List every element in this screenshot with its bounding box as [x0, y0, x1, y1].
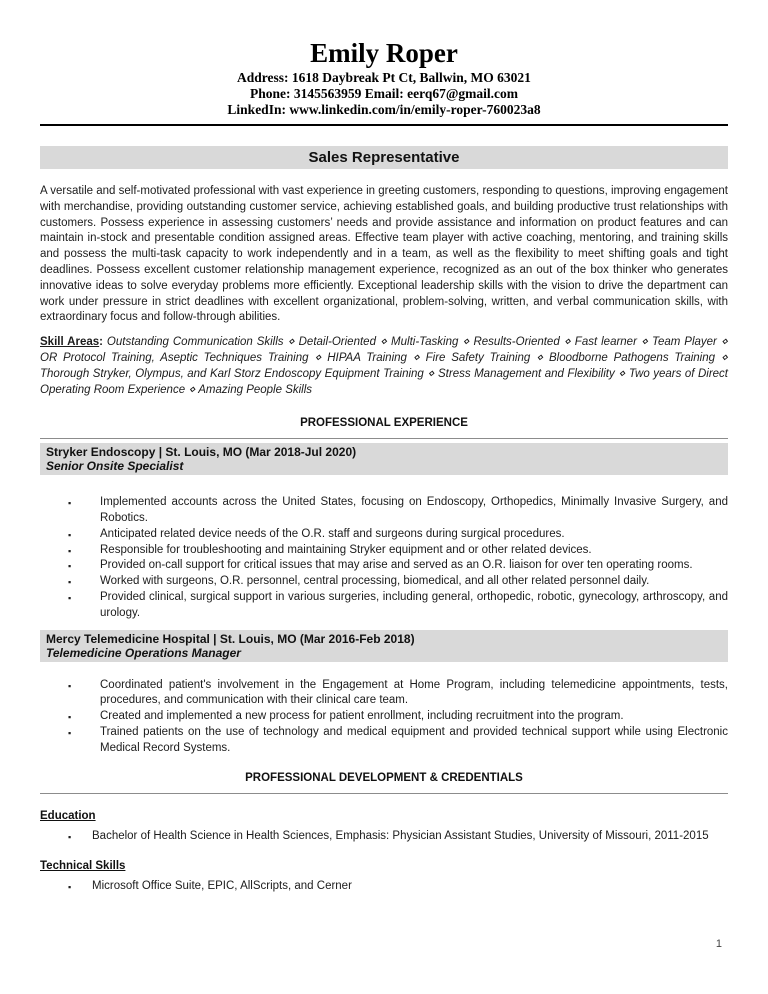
job-title-bar: Sales Representative — [40, 146, 728, 169]
resume-header — [40, 36, 728, 126]
bullet-item: ▪ Coordinated patient's involvement in the Engagement at Home Program, including telemedicine appointments, tests, procedures, and communication with their clinical care team. — [40, 678, 728, 710]
job-header-bar-stryker — [40, 443, 728, 475]
bullet-item: ▪ Trained patients on the use of technology and medical equipment and provided technical support while using Electronic Medical Record Systems. — [40, 725, 728, 757]
bullet-item: ▪ Anticipated related device needs of the O.R. staff and surgeons during surgical procedures. — [40, 527, 728, 543]
technical-skills-heading: Technical Skills — [40, 860, 126, 873]
education-heading: Education — [40, 809, 96, 822]
bullet-item: ▪ Implemented accounts across the United States, focusing on Endoscopy, Orthopedics, Minimally Invasive Surgery, and Robotics. — [40, 495, 728, 527]
job-company-line: Stryker Endoscopy | St. Louis, MO (Mar 2018-Jul 2020) — [46, 445, 357, 460]
technical-skills-bullet-list — [40, 879, 728, 895]
header-divider — [40, 124, 728, 126]
development-section-divider — [40, 793, 728, 794]
job-company-line: Mercy Telemedicine Hospital | St. Louis, MO (Mar 2016-Feb 2018) — [46, 631, 415, 646]
skill-areas-separator: : — [99, 336, 107, 349]
development-section-heading: PROFESSIONAL DEVELOPMENT & CREDENTIALS — [245, 771, 523, 784]
linkedin-line: LinkedIn: www.linkedin.com/in/emily-roper-760023a8 — [227, 102, 541, 117]
job-role-line: Telemedicine Operations Manager — [46, 645, 241, 660]
job-header-bar-mercy — [40, 630, 728, 662]
experience-section-heading: PROFESSIONAL EXPERIENCE — [300, 417, 468, 430]
address-line: Address: 1618 Daybreak Pt Ct, Ballwin, MO 63021 — [237, 70, 531, 85]
experience-section-divider — [40, 438, 728, 439]
job-bullet-list-stryker — [40, 495, 728, 621]
education-bullet-list — [40, 829, 728, 845]
summary-paragraph: A versatile and self-motivated professional with vast experience in greeting customers, responding to questions, improving engagement with merchandise, providing outstanding customer service, achieving established goals, and building productive trust relationships with customers. Possess experience in assessing customers’ needs and provide assistance and information on product features and can maintain in-stock and presentable condition assigned areas. Effective team player with active coaching, mentoring, and training skills and possess the multi-task capacity to work independently and in a team, as well as the flexibility to meet shifting goals and tight deadlines. Possess excellent customer relationship management experience, recognized as an out of the box thinker who generates innovative ideas to solve everyday problems more efficiently. Exceptional leadership skills with the vision to drive the department can work under pressure in strict deadlines with excellent organizational, problem-solving, written, and verbal communication skills, with extraordinary focus and follow-through abilities. — [40, 185, 728, 324]
bullet-item: ▪ Responsible for troubleshooting and maintaining Stryker equipment and or other related devices. — [40, 543, 728, 559]
bullet-item: ▪ Bachelor of Health Science in Health Sciences, Emphasis: Physician Assistant Studies, University of Missouri, 2011-2015 — [40, 829, 728, 845]
bullet-item: ▪ Created and implemented a new process for patient enrollment, including recruitment into the program. — [40, 709, 728, 725]
page-number: 1 — [715, 938, 722, 950]
bullet-item: ▪ Worked with surgeons, O.R. personnel, central processing, biomedical, and all other related personnel daily. — [40, 574, 728, 590]
bullet-item: ▪ Microsoft Office Suite, EPIC, AllScripts, and Cerner — [40, 879, 728, 895]
bullet-item: ▪ Provided clinical, surgical support in various surgeries, including general, orthopedic, robotic, gynecology, arthroscopy, and urology. — [40, 590, 728, 622]
job-bullet-list-mercy — [40, 678, 728, 757]
bullet-item: ▪ Provided on-call support for critical issues that may arise and served as an O.R. liaison for over ten operating rooms. — [40, 558, 728, 574]
skill-areas-paragraph — [40, 334, 728, 398]
candidate-name: Emily Roper — [310, 38, 458, 68]
skill-areas-text: Outstanding Communication Skills ⋄ Detail-Oriented ⋄ Multi-Tasking ⋄ Results-Oriented ⋄ Fast learner ⋄ Team Player ⋄ OR Protocol Training, Aseptic Techniques Training ⋄ HIPAA Training ⋄ Fire Safety Training ⋄ Bloodborne Pathogens Training ⋄ Thorough Stryker, Olympus, and Karl Storz Endoscopy Equipment Training ⋄ Stress Management and Flexibility ⋄ Two years of Direct Operating Room Experience ⋄ Amazing People Skills — [40, 336, 729, 397]
skill-areas-label: Skill Areas — [40, 336, 100, 349]
phone-email-line: Phone: 3145563959 Email: eerq67@gmail.com — [249, 86, 519, 101]
job-role-line: Senior Onsite Specialist — [46, 459, 184, 474]
